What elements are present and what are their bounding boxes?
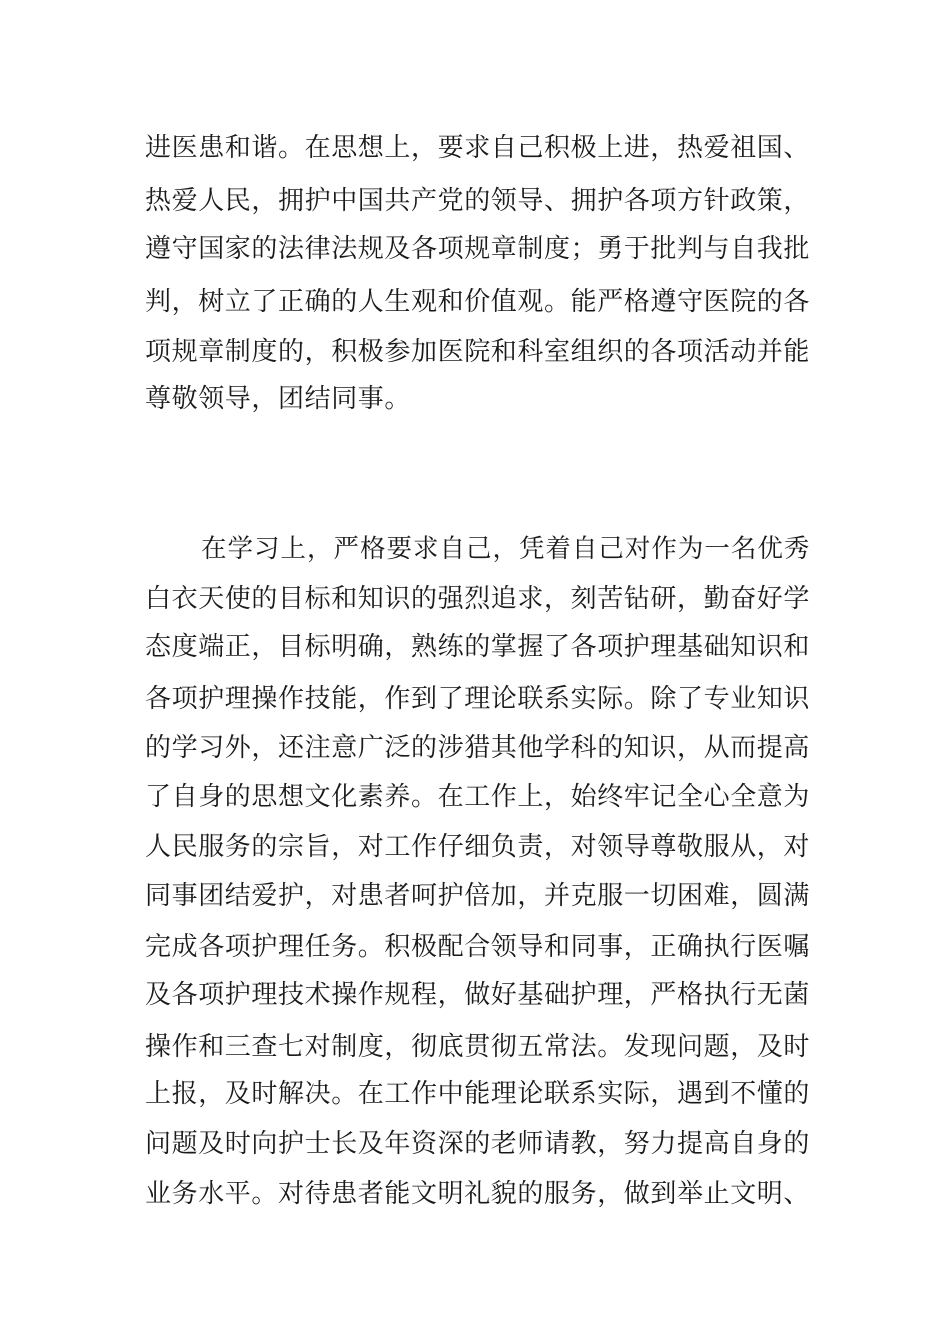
- paragraph-line: 进医患和谐。在思想上，要求自己积极上进，热爱祖国、: [145, 133, 811, 163]
- paragraph-line: 问题及时向护士长及年资深的老师请教，努力提高自身的: [145, 1129, 811, 1159]
- paragraph-line: 各项护理操作技能，作到了理论联系实际。除了专业知识: [145, 684, 811, 714]
- paragraph-line: 业务水平。对待患者能文明礼貌的服务，做到举止文明、: [145, 1179, 811, 1209]
- paragraph-line: 及各项护理技术操作规程，做好基础护理，严格执行无菌: [145, 980, 811, 1010]
- paragraph-line: 白衣天使的目标和知识的强烈追求，刻苦钻研，勤奋好学: [145, 584, 811, 614]
- paragraph-line: 操作和三查七对制度，彻底贯彻五常法。发现问题，及时: [145, 1032, 811, 1062]
- paragraph-line: 遵守国家的法律法规及各项规章制度；勇于批判与自我批: [145, 234, 811, 264]
- paragraph-line: 完成各项护理任务。积极配合领导和同事，正确执行医嘱: [145, 932, 811, 962]
- paragraph-first-line: 在学习上，严格要求自己，凭着自己对作为一名优秀: [201, 534, 810, 564]
- paragraph-line: 热爱人民，拥护中国共产党的领导、拥护各项方针政策，: [145, 186, 811, 216]
- paragraph-line: 判，树立了正确的人生观和价值观。能严格遵守医院的各: [145, 287, 811, 317]
- paragraph-line: 了自身的思想文化素养。在工作上，始终牢记全心全意为: [145, 782, 811, 812]
- paragraph-line: 上报，及时解决。在工作中能理论联系实际，遇到不懂的: [145, 1079, 811, 1109]
- paragraph-line: 人民服务的宗旨，对工作仔细负责，对领导尊敬服从，对: [145, 832, 811, 862]
- paragraph-line: 尊敬领导，团结同事。: [145, 384, 412, 414]
- paragraph-line: 态度端正，目标明确，熟练的掌握了各项护理基础知识和: [145, 632, 811, 662]
- paragraph-line: 的学习外，还注意广泛的涉猎其他学科的知识，从而提高: [145, 733, 811, 763]
- paragraph-line: 同事团结爱护，对患者呵护倍加，并克服一切困难，圆满: [145, 881, 811, 911]
- paragraph-line: 项规章制度的，积极参加医院和科室组织的各项活动并能: [145, 337, 811, 367]
